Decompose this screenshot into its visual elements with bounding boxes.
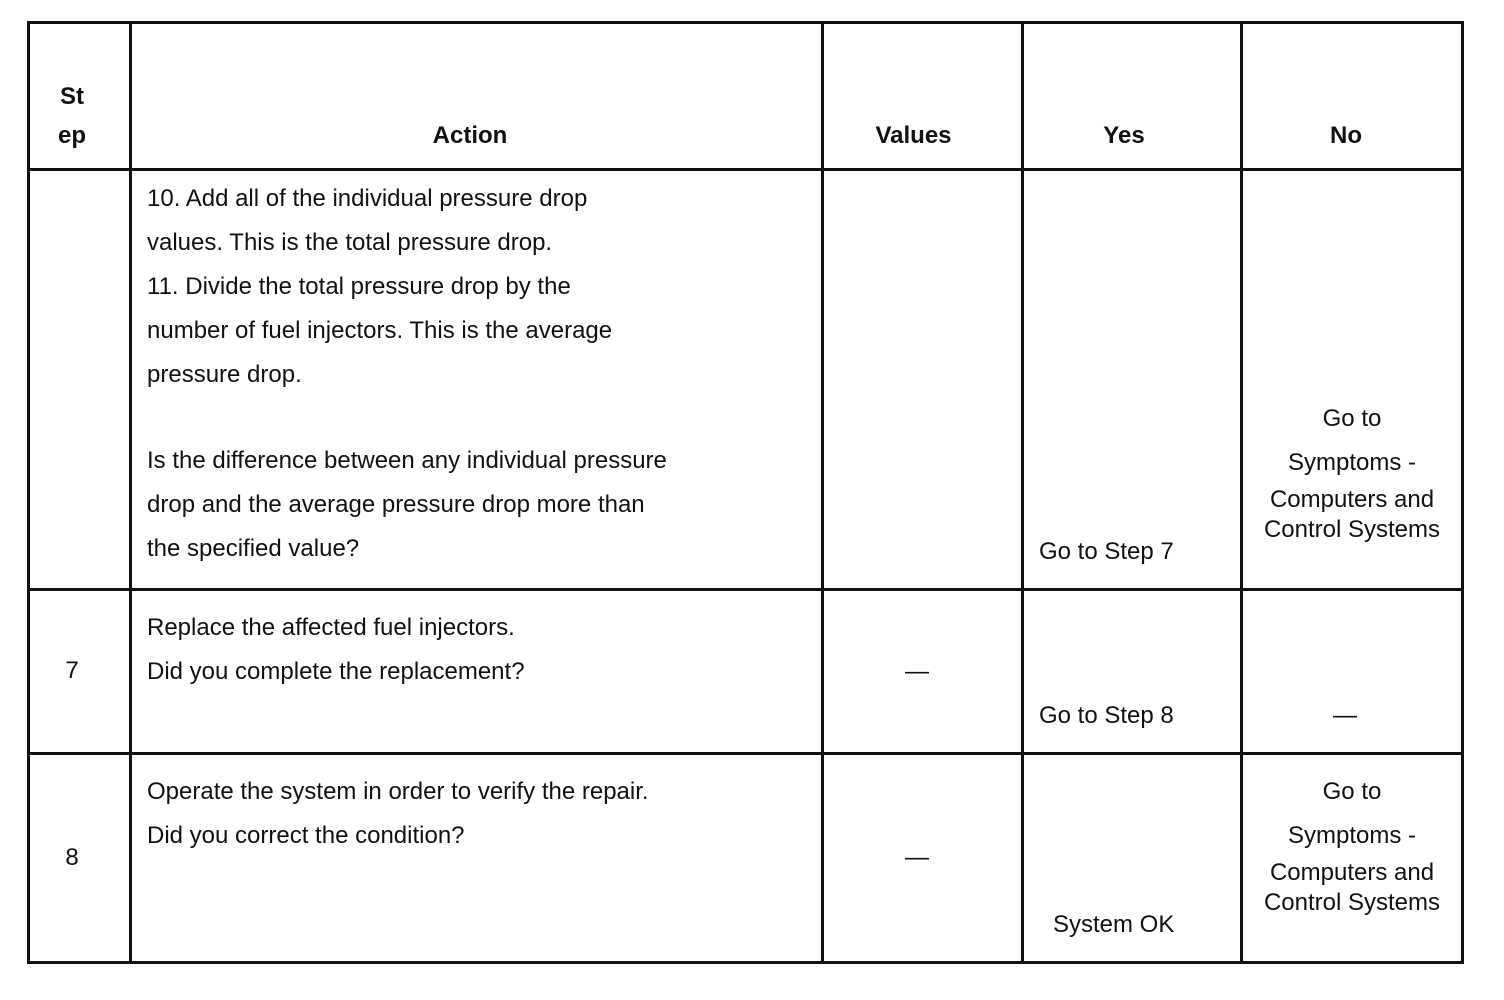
action-line: 11. Divide the total pressure drop by the (147, 273, 571, 300)
table-border-top (27, 21, 1464, 24)
no-line: Computers and (1269, 859, 1435, 886)
column-divider-step-action (129, 21, 132, 964)
row-1-no (1242, 397, 1462, 545)
header-yes: Yes (1103, 122, 1145, 149)
row-3-step: 8 (65, 844, 79, 871)
table-border-bottom (27, 961, 1464, 964)
action-line: Is the difference between any individual pressure (147, 447, 667, 474)
action-line: pressure drop. (147, 361, 302, 388)
no-line: Computers and (1269, 486, 1435, 513)
action-line: number of fuel injectors. This is the average (147, 317, 613, 344)
action-line: Operate the system in order to verify the repair. (147, 778, 649, 805)
row-3-no (1242, 770, 1462, 918)
action-line: values. This is the total pressure drop. (147, 229, 553, 256)
row-3-yes: System OK (1053, 911, 1175, 938)
header-action: Action (432, 122, 508, 149)
action-line: 10. Add all of the individual pressure drop (147, 185, 588, 212)
column-divider-values-yes (1021, 21, 1024, 964)
action-line: Did you correct the condition? (147, 822, 465, 849)
header-values: Values (875, 122, 952, 149)
action-line: the specified value? (147, 535, 360, 562)
no-line: Control Systems (1263, 516, 1441, 543)
row-1-yes: Go to Step 7 (1039, 538, 1174, 565)
row-3-action (147, 770, 807, 858)
table-border-row-2-bottom (27, 752, 1464, 755)
header-step-line-1: St (60, 83, 84, 110)
column-divider-action-values (821, 21, 824, 964)
no-line: Go to (1322, 778, 1382, 805)
table-border-left (27, 21, 30, 964)
action-line: drop and the average pressure drop more than (147, 491, 645, 518)
row-2-action (147, 606, 807, 694)
row-2-values: — (905, 658, 929, 685)
table-border-row-1-bottom (27, 588, 1464, 591)
row-1-action (147, 177, 807, 571)
row-2-no: — (1333, 702, 1357, 729)
action-line: Did you complete the replacement? (147, 658, 525, 685)
header-step-line-2: ep (57, 122, 86, 149)
table-border-header-bottom (27, 168, 1464, 171)
no-line: Symptoms - (1287, 822, 1416, 849)
no-line: Control Systems (1263, 889, 1441, 916)
no-line: Symptoms - (1287, 449, 1416, 476)
header-no: No (1330, 122, 1362, 149)
row-3-values: — (905, 844, 929, 871)
action-line: Replace the affected fuel injectors. (147, 614, 515, 641)
row-2-step: 7 (65, 657, 79, 684)
header-step (32, 77, 112, 155)
no-line: Go to (1322, 405, 1382, 432)
action-spacer (147, 397, 807, 439)
row-2-yes: Go to Step 8 (1039, 702, 1174, 729)
